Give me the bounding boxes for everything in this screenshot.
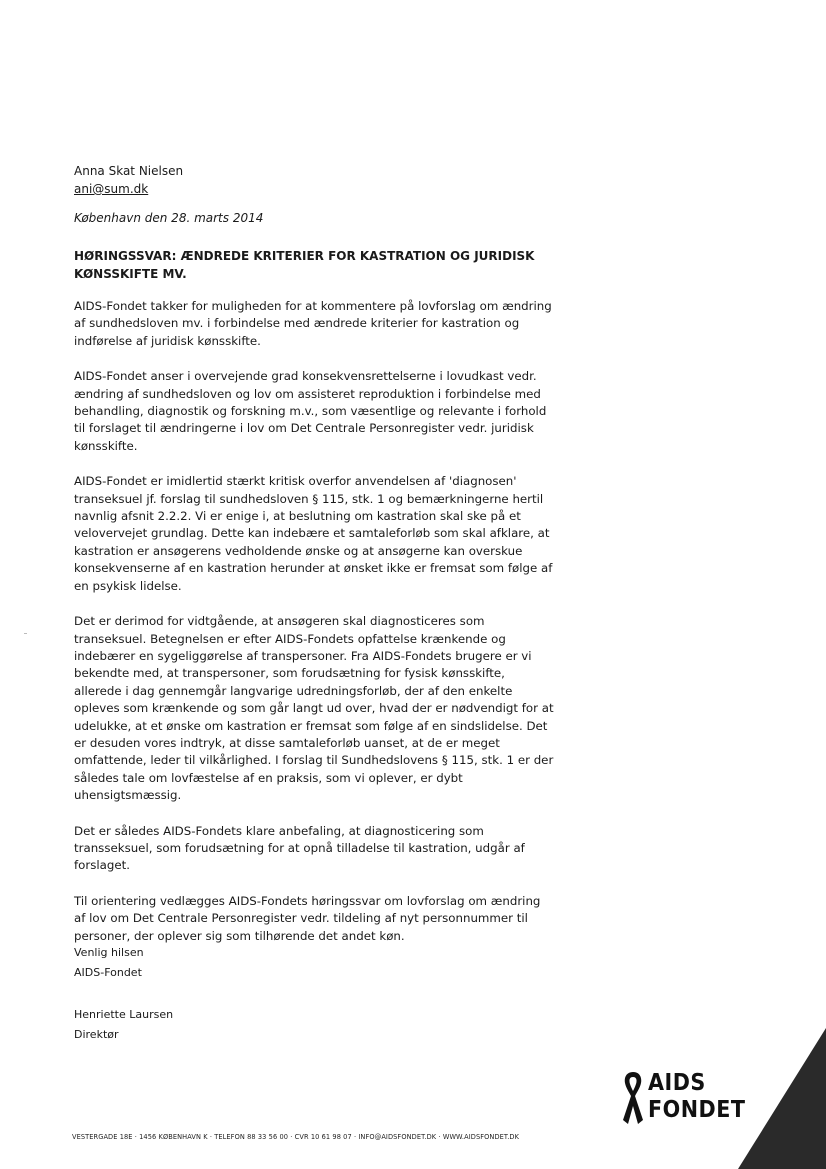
recipient-block	[74, 162, 183, 198]
closing-spacer	[74, 983, 173, 1005]
corner-triangle-decoration	[738, 1028, 826, 1169]
body-paragraph: AIDS-Fondet takker for muligheden for at kommentere på lovforslag om ændring af sundhedsloven mv. i forbindelse med ændrede kriterier for kastration og indførelse af juridisk kønsskifte.	[74, 299, 552, 348]
ribbon-icon	[620, 1070, 646, 1126]
body-paragraph: AIDS-Fondet anser i overvejende grad konsekvensrettelserne i lovudkast vedr. ændring af sundhedsloven og lov om assisteret reproduktion i forbindelse med behandling, diagnostik og forskning m.v., som væsentlige og relevante i forhold til forslaget til ændringerne i lov om Det Centrale Personregister vedr. juridisk kønsskifte.	[74, 369, 547, 453]
logo-text-aids: AIDS	[648, 1070, 706, 1096]
footer-contact-line: VESTERGADE 18E · 1456 KØBENHAVN K · TELEFON 88 33 56 00 · CVR 10 61 98 07 · INFO@AIDSFONDET.DK · WWW.AIDSFONDET.DK	[72, 1133, 520, 1141]
aids-fondet-logo	[620, 1070, 746, 1126]
logo-text-fondet: FONDET	[648, 1097, 746, 1123]
closing-block	[74, 943, 173, 1045]
letter-body	[74, 298, 554, 963]
body-paragraph: AIDS-Fondet er imidlertid stærkt kritisk overfor anvendelsen af 'diagnosen' transeksuel jf. forslag til sundhedsloven § 115, stk. 1 og bemærkningerne hertil navnlig afsnit 2.2.2. Vi er enige i, at beslutning om kastration skal ske på et velovervejet grundlag. Dette kan indebære et samtaleforløb som skal afklare, at kastration er ansøgerens vedholdende ønske og at ansøgerne kan overskue konsekvenserne af en kastration herunder at ønsket ikke er fremsat som følge af en psykisk lidelse.	[74, 474, 553, 593]
body-paragraph: Det er således AIDS-Fondets klare anbefaling, at diagnosticering som transseksuel, som forudsætning for at opnå tilladelse til kastration, udgår af forslaget.	[74, 823, 525, 873]
signer-title: Direktør	[74, 1028, 119, 1041]
scan-speck	[24, 633, 27, 634]
closing-greeting: Venlig hilsen	[74, 946, 144, 959]
recipient-email-link[interactable]: ani@sum.dk	[74, 182, 149, 196]
recipient-name: Anna Skat Nielsen	[74, 164, 184, 178]
closing-organization: AIDS-Fondet	[74, 966, 142, 979]
body-paragraph: Til orientering vedlægges AIDS-Fondets høringssvar om lovforslag om ændring af lov om Det Centrale Personregister vedr. tildeling af nyt personnummer til personer, der oplever sig som tilhørende det andet køn.	[74, 893, 541, 943]
body-paragraph: Det er derimod for vidtgående, at ansøgeren skal diagnosticeres som transeksuel. Betegnelsen er efter AIDS-Fondets opfattelse krænkende og indebærer en sygeliggørelse af transpersoner. Fra AIDS-Fondets brugere er vi bekendte med, at transpersoner, som forudsætning for fysisk kønsskifte, allerede i dag gennemgår langvarige udredningsforløb, der af den enkelte opleves som krænkende og som går langt ud over, hvad der er nødvendigt for at udelukke, at et ønske om kastration er fremsat som følge af en sindslidelse. Det er desuden vores indtryk, at disse samtaleforløb uanset, at de er meget omfattende, leder til vilkårlighed. I forslag til Sundhedslovens § 115, stk. 1 er der således tale om lovfæstelse af en praksis, som vi oplever, er dybt uhensigtsmæssig.	[74, 614, 554, 803]
signer-name: Henriette Laursen	[74, 1008, 174, 1021]
letter-subject: HØRINGSSVAR: ÆNDREDE KRITERIER FOR KASTRATION OG JURIDISK KØNSSKIFTE MV.	[74, 249, 535, 281]
letter-date: København den 28. marts 2014	[74, 211, 264, 225]
